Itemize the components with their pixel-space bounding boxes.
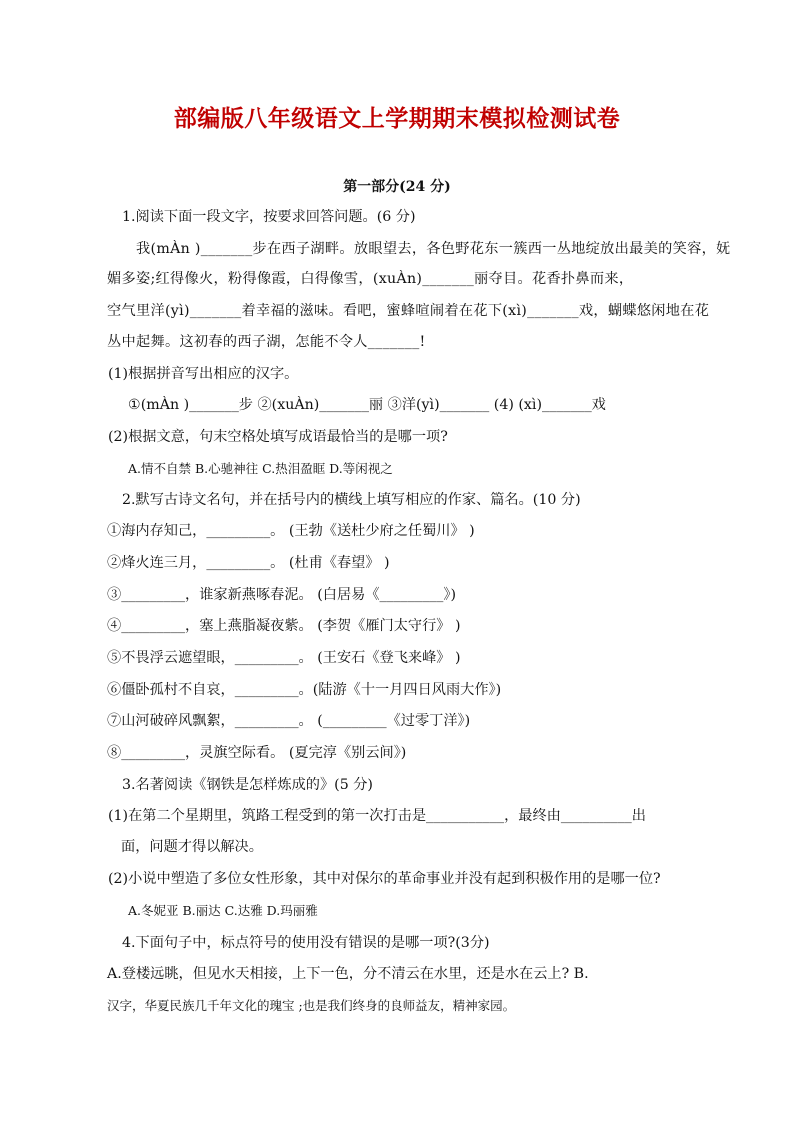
q1-subquestion-2-options: A.情不自禁 B.心驰神往 C.热泪盈眶 D.等闲视之 bbox=[128, 461, 393, 476]
q2-line-1: ①海内存知己，_________。 (王勃《送杜少府之任蜀川》 ) bbox=[107, 523, 475, 539]
section-heading: 第一部分(24 分) bbox=[343, 179, 451, 195]
q3-subquestion-1: (1)在第二个星期里，筑路工程受到的第一次打击是___________，最终由__________出 bbox=[108, 808, 646, 824]
q3-subquestion-2-options: A.冬妮亚 B.丽达 C.达雅 D.玛丽雅 bbox=[128, 903, 318, 918]
q1-passage-line-4: 丛中起舞。这初春的西子湖，怎能不令人_______! bbox=[107, 334, 426, 350]
q1-passage-line-3: 空气里洋(yì)_______着幸福的滋味。看吧，蜜蜂喧闹着在花下(xì)_______戏，蝴蝶悠闲地在花 bbox=[107, 303, 710, 319]
q4-option-a: A.登楼远眺，但见水天相接，上下一色，分不清云在水里，还是水在云上? B. bbox=[107, 966, 589, 982]
q2-line-2: ②烽火连三月，_________。 (杜甫《春望》 ) bbox=[107, 555, 390, 571]
q1-subquestion-1-blanks: ①(mÀn )_______步 ②(xuÀn)_______丽 ③洋(yì)_______ (4) (xì)_______戏 bbox=[128, 397, 606, 413]
q4-option-b: 汉字，华夏民族几千年文化的瑰宝 ;也是我们终身的良师益友，精神家园。 bbox=[107, 998, 516, 1013]
q3-subquestion-2: (2)小说中塑造了多位女性形象，其中对保尔的革命事业并没有起到积极作用的是哪一位? bbox=[108, 871, 661, 887]
q1-passage-line-2: 媚多姿;红得像火，粉得像霞，白得像雪，(xuÀn)_______丽夺目。花香扑鼻而来， bbox=[107, 271, 634, 287]
question-4-heading: 4.下面句子中，标点符号的使用没有错误的是哪一项?(3分) bbox=[122, 935, 490, 951]
q2-line-6: ⑥僵卧孤村不自哀，_________。(陆游《十一月四日风雨大作》) bbox=[107, 682, 502, 698]
q1-passage-line-1: 我(mÀn )_______步在西子湖畔。放眼望去，各色野花东一簇西一丛地绽放出最美的笑容，妩 bbox=[136, 241, 731, 257]
q2-line-5: ⑤不畏浮云遮望眼，_________。 (王安石《登飞来峰》 ) bbox=[107, 650, 461, 666]
q2-line-4: ④_________，塞上燕脂凝夜紫。 (李贺《雁门太守行》 ) bbox=[107, 618, 461, 634]
q1-subquestion-2: (2)根据文意，句末空格处填写成语最恰当的是哪一项? bbox=[108, 429, 448, 445]
q2-line-8: ⑧_________，灵旗空际看。 (夏完淳《别云间》) bbox=[107, 745, 407, 761]
q3-subquestion-1-cont: 面，问题才得以解决。 bbox=[121, 839, 263, 855]
q2-line-7: ⑦山河破碎风飘絮，_________。 (_________《过零丁洋》) bbox=[107, 713, 471, 729]
question-2-heading: 2.默写古诗文名句，并在括号内的横线上填写相应的作家、篇名。(10 分) bbox=[122, 492, 581, 508]
q2-line-3: ③_________，谁家新燕啄春泥。 (白居易《_________》) bbox=[107, 587, 456, 603]
question-3-heading: 3.名著阅读《钢铁是怎样炼成的》(5 分) bbox=[122, 777, 373, 793]
question-1-heading: 1.阅读下面一段文字，按要求回答问题。(6 分) bbox=[122, 209, 416, 225]
page-title: 部编版八年级语文上学期期末模拟检测试卷 bbox=[173, 105, 621, 132]
q1-subquestion-1: (1)根据拼音写出相应的汉字。 bbox=[108, 366, 299, 382]
